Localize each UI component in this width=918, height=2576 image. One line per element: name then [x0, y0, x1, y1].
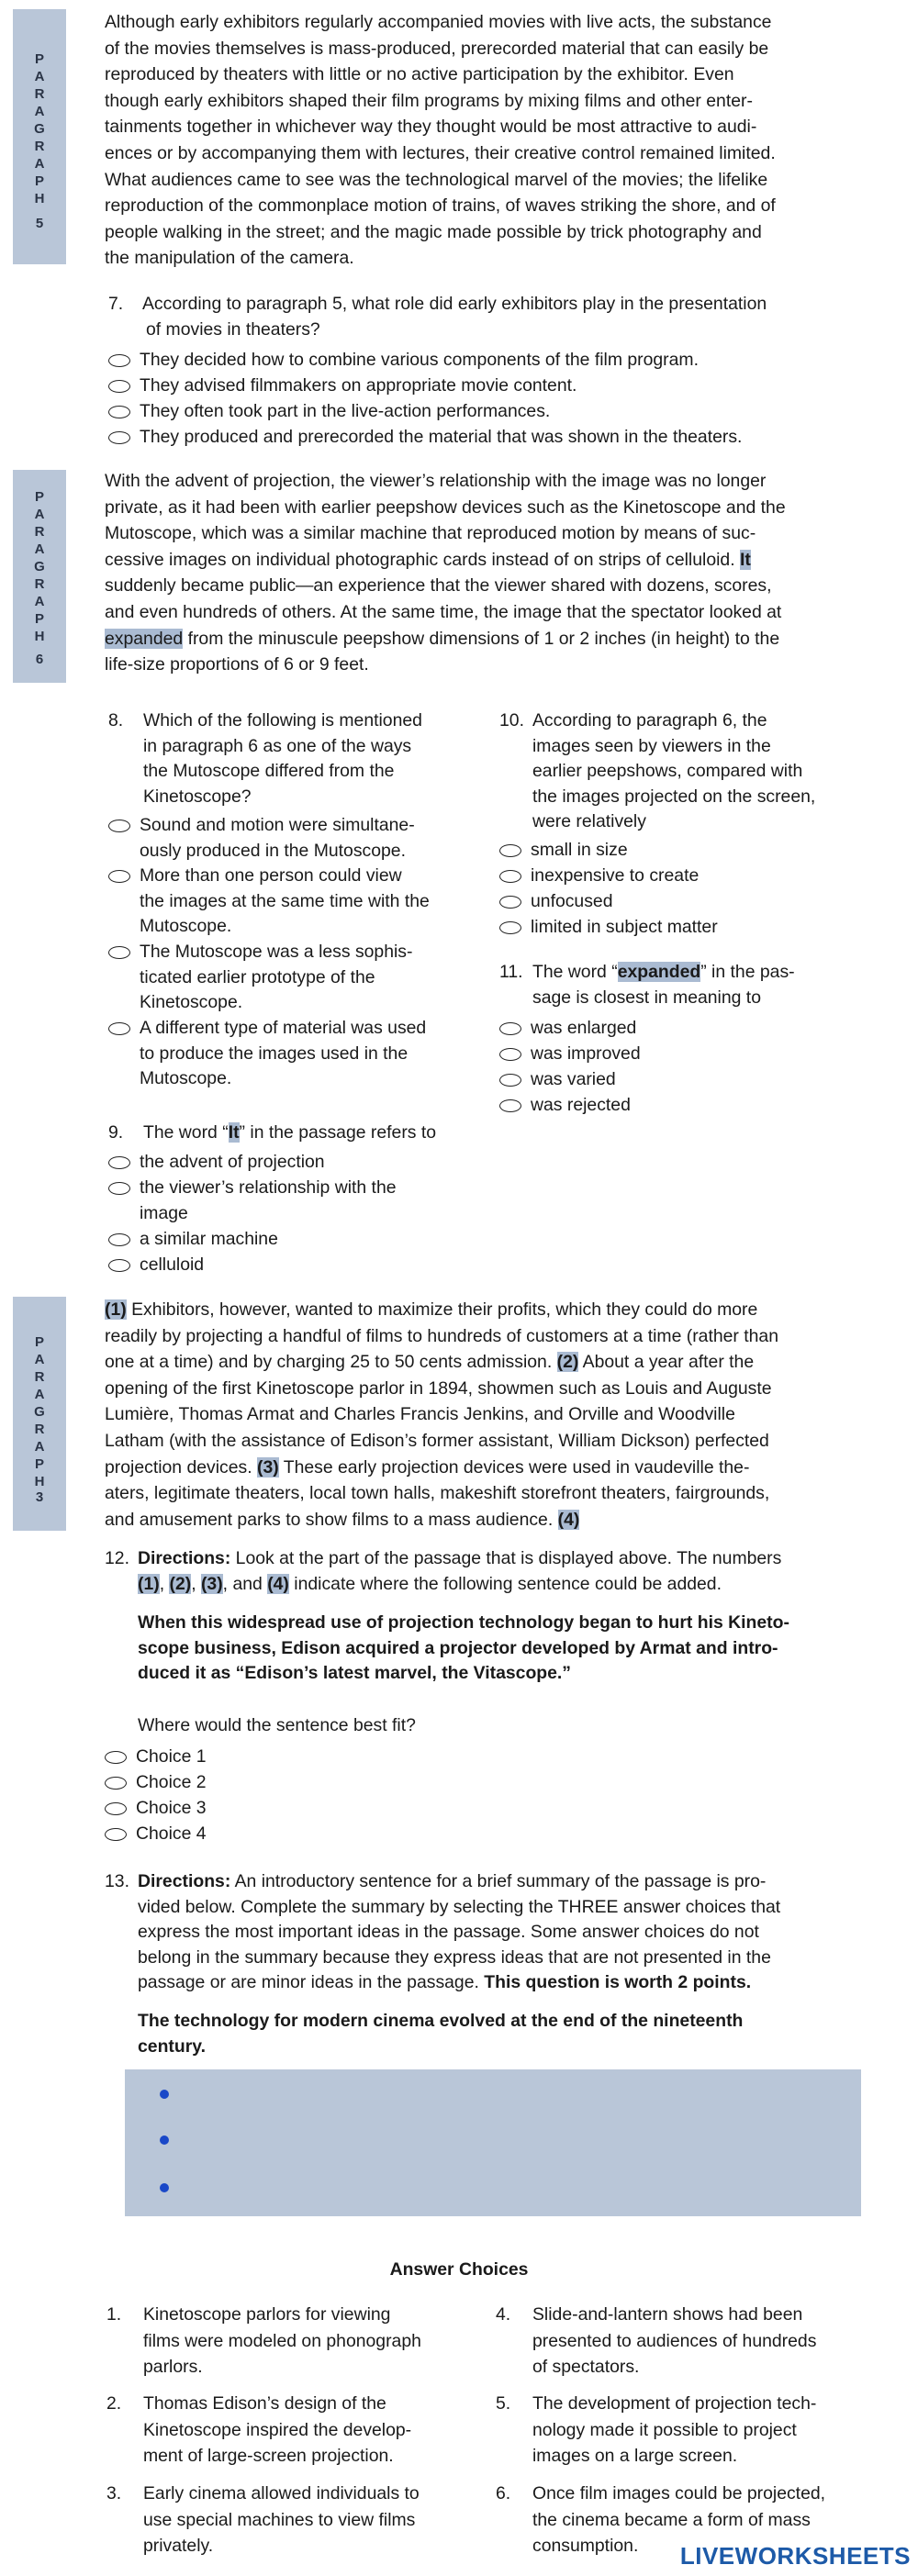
radio-oval-icon[interactable] — [499, 1099, 521, 1112]
answer-choice[interactable]: 4. Slide-and-lantern shows had been presented to audiences of hundreds of spectators. — [496, 2304, 817, 2378]
answer-option[interactable]: the advent of projection — [108, 1150, 325, 1176]
answer-choice[interactable]: 5. The development of projection tech- nology made it possible to project images on a large screen. — [496, 2393, 817, 2467]
answer-option[interactable]: unfocused — [499, 889, 612, 915]
answer-option[interactable]: Choice 3 — [105, 1796, 207, 1822]
question-8-stem: 8. Which of the following is mentioned in paragraph 6 as one of the ways the Mutoscope differed from the Kinetoscope? — [108, 710, 422, 807]
answer-option[interactable]: was varied — [499, 1067, 616, 1093]
answer-choice[interactable]: 6. Once film images could be projected, the cinema became a form of mass consumption. — [496, 2483, 826, 2557]
paragraph-5-tab — [13, 9, 66, 264]
summary-slot-bullet-icon[interactable] — [160, 2136, 169, 2145]
answer-option[interactable]: They decided how to combine various components of the film program. — [108, 348, 699, 374]
radio-oval-icon[interactable] — [108, 1233, 130, 1246]
answer-option[interactable]: Choice 2 — [105, 1770, 207, 1796]
question-11-stem: 11. The word “expanded” in the pas- sage is closest in meaning to — [499, 962, 795, 1008]
radio-oval-icon[interactable] — [108, 820, 130, 832]
question-7-stem: 7. According to paragraph 5, what role did early exhibitors play in the presentation of movies in theaters? — [108, 294, 767, 340]
answer-option[interactable]: celluloid — [108, 1253, 204, 1278]
radio-oval-icon[interactable] — [105, 1828, 127, 1841]
answer-option[interactable]: The Mutoscope was a less sophis- ticated earlier prototype of the Kinetoscope. — [108, 940, 412, 1016]
insert-marker-1[interactable]: (1) — [105, 1299, 127, 1320]
question-13-stem: 13. Directions: An introductory sentence for a brief summary of the passage is pro- vided below. Complete the summary by selecting the THREE answer choices that express the most important ideas in the passage. Some answer choices do not belong in the summary because they express ideas that are not presented in the passage or are minor ideas in the passage. This question is worth 2 points. — [105, 1871, 781, 1992]
paragraph-label: P A R A G R A P H — [34, 1334, 45, 1489]
highlighted-word-expanded: expanded — [617, 962, 701, 982]
radio-oval-icon[interactable] — [499, 870, 521, 883]
answer-option[interactable]: limited in subject matter — [499, 915, 718, 941]
answer-choice[interactable]: 3. Early cinema allowed individuals to use special machines to view films privately. — [106, 2483, 420, 2557]
paragraph-5-text: Although early exhibitors regularly accompanied movies with live acts, the substance of the movies themselves is mass-produced, prerecorded material that can easily be reproduced by theaters with little or no active participation by the exhibitor. Even though early exhibitors shaped their film programs by mixing films and other enter- tainments together in whichever way they thought would be most attractive to audi- ences or by accompanying them with lectures, their creative control remained limited. What audiences came to see was the technological marvel of the movies; the lifelike reproduction of the commonplace motion of trains, of waves striking the shore, and of people walking in the street; and the magic made possible by trick photography and the manipulation of the camera. — [105, 12, 776, 269]
question-12-stem: 12. Directions: Look at the part of the passage that is displayed above. The numbers (1), (2), (3), and (4) indicate where the following sentence could be added. — [105, 1548, 782, 1594]
radio-oval-icon[interactable] — [499, 1048, 521, 1061]
answer-option[interactable]: Choice 4 — [105, 1822, 207, 1847]
answer-option[interactable]: the viewer’s relationship with the image — [108, 1176, 397, 1226]
answer-option[interactable]: A different type of material was used to produce the images used in the Mutoscope. — [108, 1016, 426, 1092]
highlighted-word-expanded: expanded — [105, 628, 184, 649]
radio-oval-icon[interactable] — [108, 1156, 130, 1169]
paragraph-label: P A R A G R A P H — [34, 51, 45, 206]
radio-oval-icon[interactable] — [105, 1802, 127, 1815]
radio-oval-icon[interactable] — [108, 406, 130, 418]
radio-oval-icon[interactable] — [108, 1259, 130, 1272]
radio-oval-icon[interactable] — [105, 1751, 127, 1764]
radio-oval-icon[interactable] — [499, 921, 521, 934]
answer-option[interactable]: They produced and prerecorded the material that was shown in the theaters. — [108, 425, 742, 451]
summary-slot-bullet-icon[interactable] — [160, 2090, 169, 2099]
paragraph-3-tab — [13, 1297, 66, 1531]
radio-oval-icon[interactable] — [108, 946, 130, 959]
highlighted-word-it: It — [228, 1122, 240, 1143]
answer-option[interactable]: a similar machine — [108, 1227, 278, 1253]
answer-option[interactable]: was enlarged — [499, 1016, 636, 1042]
paragraph-3-text: (1) Exhibitors, however, wanted to maximize their profits, which they could do more readily by projecting a handful of films to hundreds of customers at a time (rather than one at a time) and by charging 25 to 50 cents admission. (2) About a year after the opening of the first Kinetoscope parlor in 1894, showmen such as Louis and Auguste Lumière, Thomas Armat and Charles Francis Jenkins, and Orville and Woodville Latham (with the assistance of Edison’s former assistant, William Dickson) perfected projection devices. (3) These early projection devices were used in vaudeville the- aters, legitimate theaters, local town halls, makeshift storefront theaters, fairgrounds, and amusement parks to show films to a mass audience. (4) — [105, 1299, 778, 1530]
paragraph-6-text: With the advent of projection, the viewer’s relationship with the image was no longer private, as it had been with earlier peepshow devices such as the Kinetoscope and the Mutoscope, which was a similar machine that reproduced motion by means of suc- cessive images on individual photographic cards instead of on strips of celluloid. It suddenly became public—an experience that the viewer shared with dozens, scores, and even hundreds of others. At the same time, the image that the spectator looked at expanded from the minuscule peepshow dimensions of 1 or 2 inches (in height) to the life-size proportions of 6 or 9 feet. — [105, 471, 786, 675]
question-10-stem: 10. According to paragraph 6, the images seen by viewers in the earlier peepshows, compared with the images projected on the screen, were relatively — [499, 710, 816, 831]
summary-slot-bullet-icon[interactable] — [160, 2183, 169, 2192]
question-12-sentence: When this widespread use of projection technology began to hurt his Kineto- scope business, Edison acquired a projector developed by Armat and intro- duced it as “Edison’s latest marvel, the Vitascope.” — [138, 1612, 789, 1683]
question-12-question: Where would the sentence best fit? — [138, 1715, 416, 1735]
radio-oval-icon[interactable] — [108, 1182, 130, 1195]
radio-oval-icon[interactable] — [499, 896, 521, 909]
answer-option[interactable]: They advised filmmakers on appropriate movie content. — [108, 374, 577, 399]
radio-oval-icon[interactable] — [108, 380, 130, 393]
paragraph-label: P A R A G R A P H — [34, 489, 45, 644]
answer-option[interactable]: They often took part in the live-action performances. — [108, 399, 550, 425]
summary-intro-sentence: The technology for modern cinema evolved at the end of the nineteenth century. — [138, 2011, 744, 2057]
radio-oval-icon[interactable] — [499, 844, 521, 857]
paragraph-number: 3 — [35, 1489, 44, 1505]
highlighted-word-it: It — [740, 549, 751, 570]
answer-option[interactable]: inexpensive to create — [499, 864, 699, 889]
liveworksheets-logo: LIVEWORKSHEETS — [679, 2542, 911, 2570]
question-9-stem: 9. The word “It” in the passage refers to — [108, 1122, 437, 1143]
radio-oval-icon[interactable] — [108, 870, 130, 883]
answer-option[interactable]: was rejected — [499, 1093, 631, 1119]
answer-choices-title: Answer Choices — [389, 2259, 529, 2280]
paragraph-number: 5 — [35, 216, 44, 231]
answer-choice[interactable]: 2. Thomas Edison’s design of the Kinetoscope inspired the develop- ment of large-screen projection. — [106, 2393, 412, 2467]
insert-marker-2[interactable]: (2) — [556, 1352, 579, 1373]
radio-oval-icon[interactable] — [108, 1022, 130, 1035]
paragraph-6-tab — [13, 470, 66, 683]
answer-option[interactable]: More than one person could view the images at the same time with the Mutoscope. — [108, 864, 430, 940]
radio-oval-icon[interactable] — [499, 1074, 521, 1087]
answer-option[interactable]: Sound and motion were simultane- ously produced in the Mutoscope. — [108, 813, 415, 864]
insert-marker-4[interactable]: (4) — [557, 1509, 580, 1530]
answer-choice[interactable]: 1. Kinetoscope parlors for viewing films were modeled on phonograph parlors. — [106, 2304, 421, 2378]
answer-option[interactable]: Choice 1 — [105, 1745, 207, 1770]
radio-oval-icon[interactable] — [108, 354, 130, 367]
answer-option[interactable]: small in size — [499, 838, 628, 864]
summary-drop-area[interactable] — [125, 2069, 861, 2216]
insert-marker-3[interactable]: (3) — [257, 1456, 279, 1478]
radio-oval-icon[interactable] — [108, 431, 130, 444]
paragraph-number: 6 — [35, 652, 44, 667]
radio-oval-icon[interactable] — [105, 1777, 127, 1790]
radio-oval-icon[interactable] — [499, 1022, 521, 1035]
answer-option[interactable]: was improved — [499, 1042, 641, 1067]
